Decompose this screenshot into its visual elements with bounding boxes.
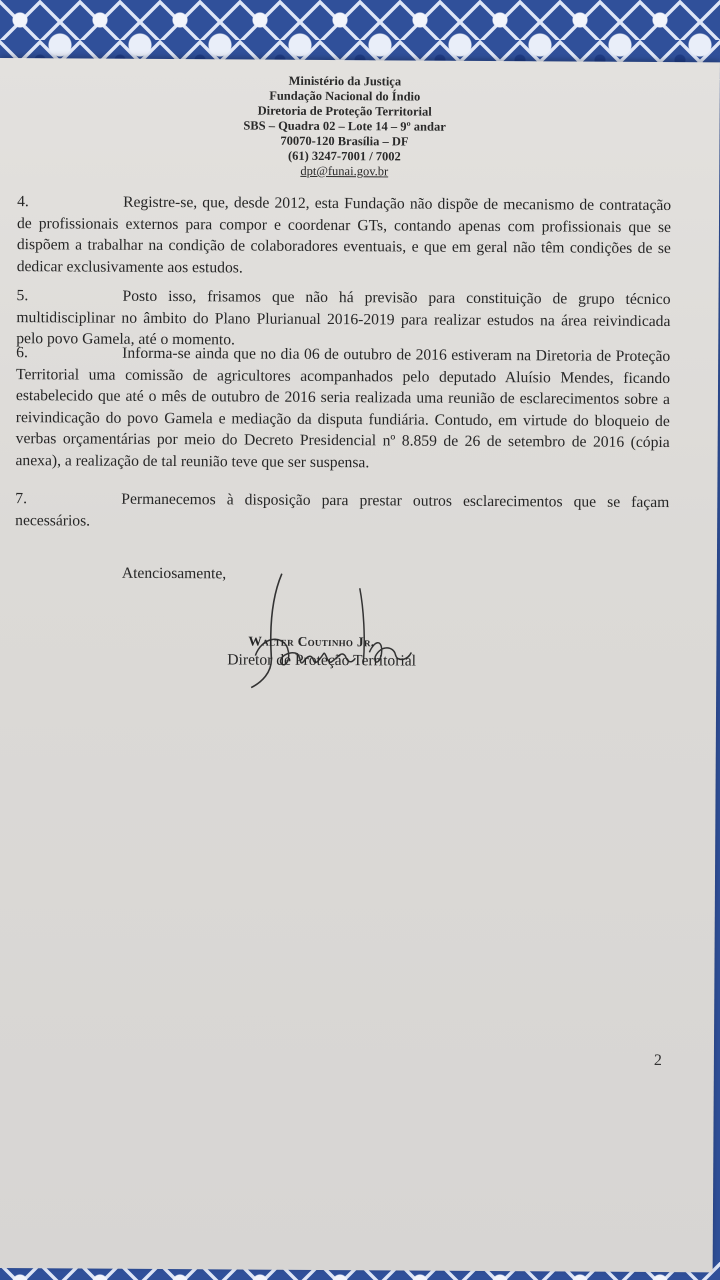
paragraph-6 bbox=[15, 342, 670, 475]
paragraph-7 bbox=[15, 488, 669, 535]
paragraph-text: Permanecemos à disposição para prestar outros esclarecimentos que se façam necessários. bbox=[15, 490, 670, 530]
closing-salutation: Atenciosamente, bbox=[121, 564, 227, 583]
paragraph-text: Registre-se, que, desde 2012, esta Fundação não dispõe de mecanismo de contratação de profissionais externos para compor e coordenar GTs, contando apenas com profissionais que se dispõem a trabalhar na condição de colaboradores eventuais, e que em geral não têm condições de se dedicar exclusivamente aos estudos. bbox=[16, 193, 672, 276]
address-line: SBS – Quadra 02 – Lote 14 – 9º andar bbox=[243, 118, 446, 134]
letterhead bbox=[199, 73, 490, 180]
paragraph-number: 7. bbox=[15, 490, 28, 508]
paragraph-text: Posto isso, frisamos que não há previsão para constituição de grupo técnico multidisciplinar no âmbito do Plano Plurianual 2016-2019 para realizar estudos na área reivindicada pelo povo Gamela, até o momento. bbox=[16, 287, 671, 349]
signer-title: Diretor de Proteção Territorial bbox=[227, 651, 417, 670]
paragraph-number: 4. bbox=[17, 193, 29, 211]
paragraph-number: 5. bbox=[16, 287, 29, 305]
paragraph-4 bbox=[17, 191, 672, 281]
paragraph-text: Informa-se ainda que no dia 06 de outubro de 2016 estiveram na Diretoria de Proteção Territorial uma comissão de agricultores acompanhados pelo deputado Aluísio Mendes, ficando estabelecido que até o mês de outubro de 2016 seria realizada uma reunião de esclarecimentos sobre a reivindicação do povo Gamela e mediação da disputa fundiária. Contudo, em virtude do bloqueio de verbas orçamentárias por meio do Decreto Presidencial nº 8.859 de 26 de setembro de 2016 (cópia anexa), a realização de tal reunião teve que ser suspensa. bbox=[15, 344, 671, 471]
email-line: dpt@funai.gov.br bbox=[300, 163, 389, 179]
foundation-line: Fundação Nacional do Índio bbox=[269, 88, 421, 104]
postal-line: 70070-120 Brasília – DF bbox=[280, 133, 409, 149]
signer-name: Walter Coutinho Jr. bbox=[248, 633, 375, 650]
directorate-line: Diretoria de Proteção Territorial bbox=[257, 103, 432, 119]
document-page bbox=[0, 58, 720, 1272]
ministry-line: Ministério da Justiça bbox=[288, 73, 402, 89]
phone-line: (61) 3247-7001 / 7002 bbox=[287, 148, 401, 164]
page-number: 2 bbox=[653, 1052, 662, 1070]
paragraph-number: 6. bbox=[16, 344, 28, 362]
